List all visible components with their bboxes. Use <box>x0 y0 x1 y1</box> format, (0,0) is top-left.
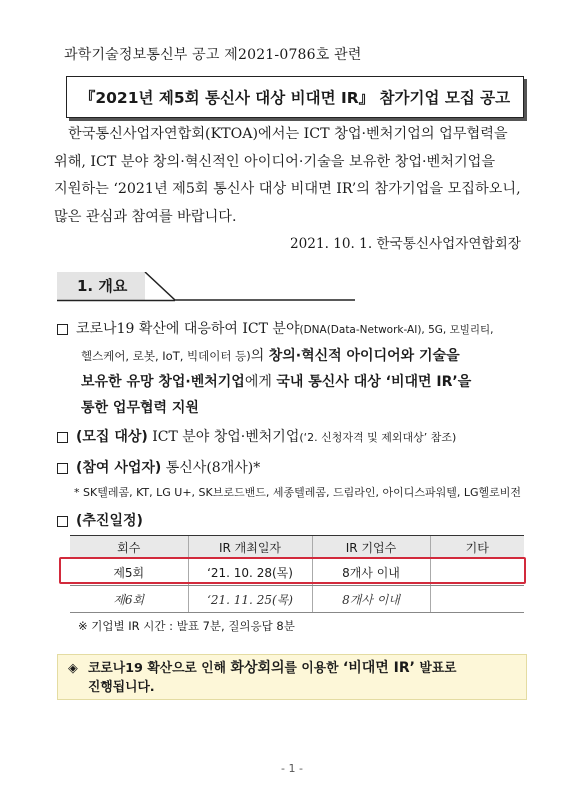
notice-emphasis: ‘비대면 IR’ <box>342 660 415 676</box>
notice-title: 『2021년 제5회 통신사 대상 비대면 IR』 참가기업 모집 공고 <box>66 76 524 118</box>
overview-small-text: (DNA(Data-Network-AI), 5G, 모빌리티, <box>299 324 494 336</box>
page-number: - 1 - <box>281 762 303 775</box>
section-heading <box>57 272 357 302</box>
table-row <box>70 586 524 613</box>
table-cell: 제5회 <box>70 559 188 586</box>
overview-text: 헬스케어, 로봇, IoT, 빅데이터 등) <box>81 349 251 363</box>
table-header-cell: 기타 <box>430 536 524 559</box>
overview-text: 의 <box>250 348 269 364</box>
table-header-row <box>70 536 524 559</box>
notice-text: 코로나19 확산으로 인해 <box>88 661 231 676</box>
target-item <box>57 424 535 451</box>
footnote: ※ 기업별 IR 시간 : 발표 7분, 질의응답 8분 <box>78 619 295 633</box>
target-label: (모집 대상) <box>76 429 148 445</box>
participants-item <box>57 455 535 481</box>
target-note: (‘2. 신청자격 및 제외대상’ 참조) <box>299 431 457 444</box>
section-heading-decoration <box>57 272 357 302</box>
notice-emphasis: 화상회의 <box>230 660 285 676</box>
intro-paragraph <box>54 121 532 231</box>
table-cell: ‘21. 10. 28(목) <box>188 559 312 586</box>
notice-text: 를 이용한 <box>284 661 343 676</box>
row-highlight-box <box>59 557 526 584</box>
overview-item <box>57 316 535 421</box>
checkbox-square-icon <box>57 324 68 335</box>
participants-label: (참여 사업자) <box>76 460 162 476</box>
overview-bold-text: 통한 업무협력 지원 <box>81 400 199 416</box>
table-header-cell: 회수 <box>70 536 188 559</box>
table-cell <box>430 586 524 613</box>
intro-line: 지원하는 ‘2021년 제5회 통신사 대상 비대면 IR’의 참가기업을 모집하오니, <box>54 181 521 197</box>
table-cell: 8개사 이내 <box>312 559 430 586</box>
participants-text: 통신사(8개사)* <box>165 460 261 476</box>
reference-line: 과학기술정보통신부 공고 제2021-0786호 관련 <box>64 47 362 63</box>
table-header-cell: IR 기업수 <box>312 536 430 559</box>
intro-line: 한국통신사업자연합회(KTOA)에서는 ICT 창업·벤처기업의 업무협력을 <box>68 126 508 142</box>
participants-list: * SK텔레콤, KT, LG U+, SK브로드밴드, 세종텔레콤, 드림라인, 아이디스파워텔, LG헬로비전 <box>74 486 522 499</box>
table-header-cell: IR 개최일자 <box>188 536 312 559</box>
intro-line: 위해, ICT 분야 창의·혁신적인 아이디어·기술을 보유한 창업·벤처기업을 <box>54 153 496 170</box>
intro-line: 많은 관심과 참여를 바랍니다. <box>54 208 237 225</box>
overview-line-1 <box>57 316 535 343</box>
overview-bold-text: 국내 통신사 대상 ‘비대면 IR’을 <box>276 374 472 390</box>
notice-text: 진행됩니다. <box>88 680 155 695</box>
overview-line-3 <box>57 369 535 395</box>
notice-text: 발표로 <box>414 661 457 676</box>
schedule-item <box>57 508 535 534</box>
checkbox-square-icon <box>57 516 68 527</box>
target-text: ICT 분야 창업·벤처기업 <box>152 429 300 445</box>
overview-line-2 <box>57 343 535 369</box>
notice-box <box>57 654 527 700</box>
checkbox-square-icon <box>57 463 68 474</box>
signature: 2021. 10. 1. 한국통신사업자연합회장 <box>290 236 521 252</box>
diamond-bullet-icon: ◈ <box>68 661 78 676</box>
checkbox-square-icon <box>57 432 68 443</box>
overview-text: 코로나19 확산에 대응하여 ICT 분야 <box>76 321 300 337</box>
table-cell: 8개사 이내 <box>312 586 430 613</box>
overview-bold-text: 보유한 유망 창업·벤처기업 <box>81 374 245 390</box>
table-cell: ‘21. 11. 25(목) <box>188 586 312 613</box>
overview-line-4 <box>57 395 535 421</box>
schedule-label: (추진일정) <box>76 513 143 529</box>
table-cell: 제6회 <box>70 586 188 613</box>
overview-text: 에게 <box>244 374 277 390</box>
overview-bold-text: 창의·혁신적 아이디어와 기술을 <box>268 348 460 364</box>
section-title: 1. 개요 <box>57 272 145 300</box>
